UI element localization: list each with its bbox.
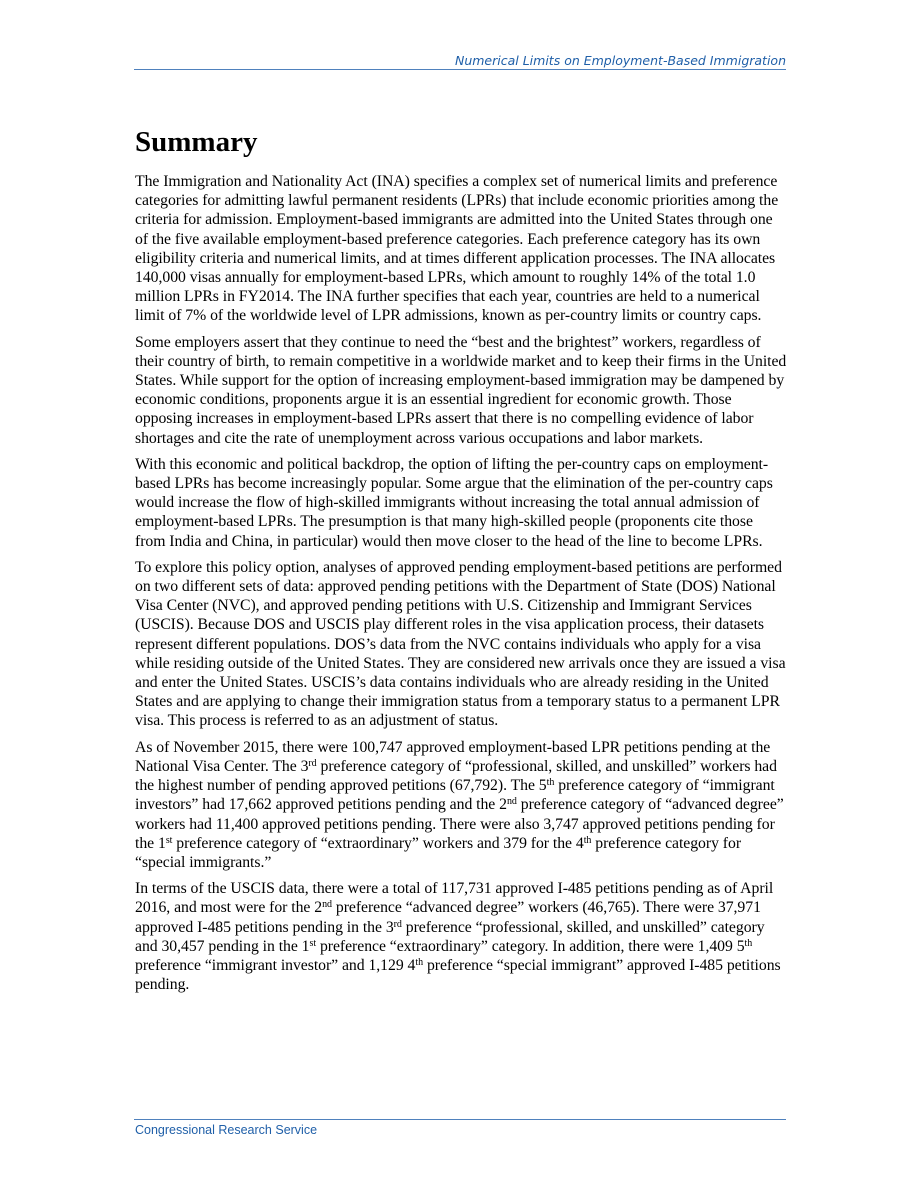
document-body	[135, 122, 787, 1001]
text-segment: preference category of “extraordinary” workers and 379 for the 4	[172, 834, 584, 852]
header-divider	[134, 69, 786, 70]
text-segment: As of November 2015, there were 100,747 approved employment-based LPR petitions pending at the National Visa Center. The 3	[135, 738, 771, 775]
text-segment: preference “immigrant investor” and 1,129 4	[135, 956, 416, 974]
summary-paragraph-4	[135, 558, 787, 731]
text-segment: preference “extraordinary” category. In addition, there were 1,409 5	[316, 937, 745, 955]
footer-divider	[134, 1119, 786, 1120]
ordinal-suffix: th	[583, 834, 592, 846]
summary-paragraph-2	[135, 333, 787, 448]
text-segment: Some employers assert that they continue to need the “best and the brightest” workers, regardless of their country of birth, to remain competitive in a worldwide market and to keep their firms in the United States. While support for the option of increasing employment-based immigration may be dampened by economic conditions, proponents argue it is an essential ingredient for economic growth. Those opposing increases in employment-based LPRs assert that there is no compelling evidence of labor shortages and cite the rate of unemployment across various occupations and labor markets.	[135, 333, 787, 447]
section-title: Summary	[135, 126, 258, 158]
text-segment: preference “advanced degree” workers (46,765). There were 37,971 approved I-485 petitions pending in the 3	[135, 899, 761, 936]
ordinal-suffix: nd	[322, 899, 332, 911]
ordinal-suffix: rd	[308, 757, 317, 769]
footer-organization: Congressional Research Service	[135, 1123, 318, 1137]
ordinal-suffix: rd	[393, 918, 402, 930]
text-segment: preference “professional, skilled, and unskilled” category and 30,457 pending in the 1	[135, 918, 765, 955]
text-segment: preference category of “immigrant investors” had 17,662 approved petitions pending and the 2	[135, 777, 775, 814]
running-header-title: Numerical Limits on Employment-Based Immigration	[454, 53, 786, 68]
ordinal-suffix: st	[165, 834, 173, 846]
text-segment: preference category of “advanced degree” workers had 11,400 approved petitions pending. There were also 3,747 approved petitions pending for the 1	[135, 796, 784, 852]
text-segment: With this economic and political backdrop, the option of lifting the per-country caps on employment-based LPRs has become increasingly popular. Some argue that the elimination of the per-country caps would increase the flow of high-skilled immigrants without increasing the total annual admission of employment-based LPRs. The presumption is that many high-skilled people (proponents cite those from India and China, in particular) would then move closer to the head of the line to become LPRs.	[135, 455, 773, 550]
ordinal-suffix: th	[744, 937, 753, 949]
ordinal-suffix: th	[415, 956, 424, 968]
summary-paragraph-1	[135, 172, 787, 326]
text-segment: In terms of the USCIS data, there were a total of 117,731 approved I-485 petitions pending as of April 2016, and most were for the 2	[135, 880, 774, 917]
text-segment: preference category for “special immigrants.”	[135, 834, 742, 871]
text-segment: preference category of “professional, skilled, and unskilled” workers had the highest number of pending approved petitions (67,792). The 5	[135, 757, 777, 795]
ordinal-suffix: th	[546, 777, 555, 789]
ordinal-suffix: nd	[506, 796, 517, 808]
text-segment: The Immigration and Nationality Act (INA) specifies a complex set of numerical limits and preference categories for admitting lawful permanent residents (LPRs) that include economic priorities among the criteria for admission. Employment-based immigrants are admitted into the United States through one of the five available employment-based preference categories. Each preference category has its own eligibility criteria and numerical limits, and at times different application processes. The INA allocates 140,000 visas annually for employment-based LPRs, which amount to roughly 14% of the total 1.0 million LPRs in FY2014. The INA further specifies that each year, countries are held to a numerical limit of 7% of the worldwide level of LPR admissions, known as per-country limits or country caps.	[135, 173, 779, 325]
ordinal-suffix: st	[309, 937, 317, 949]
summary-paragraph-5	[135, 738, 787, 872]
text-segment: To explore this policy option, analyses of approved pending employment-based petitions are performed on two different sets of data: approved pending petitions with the Department of State (DOS) National Visa Center (NVC), and approved pending petitions with U.S. Citizenship and Immigrant Services (USCIS). Because DOS and USCIS play different roles in the visa application process, their datasets represent different populations. DOS’s data from the NVC contains individuals who apply for a visa while residing outside of the United States. They are considered new arrivals once they are issued a visa and enter the United States. USCIS’s data contains individuals who are already residing in the United States and are applying to change their immigration status from a temporary status to a permanent LPR visa. This process is referred to as an adjustment of status.	[135, 558, 786, 730]
text-segment: preference “special immigrant” approved I-485 petitions pending.	[135, 956, 781, 994]
summary-paragraph-6	[135, 879, 787, 994]
summary-paragraph-3	[135, 455, 787, 551]
